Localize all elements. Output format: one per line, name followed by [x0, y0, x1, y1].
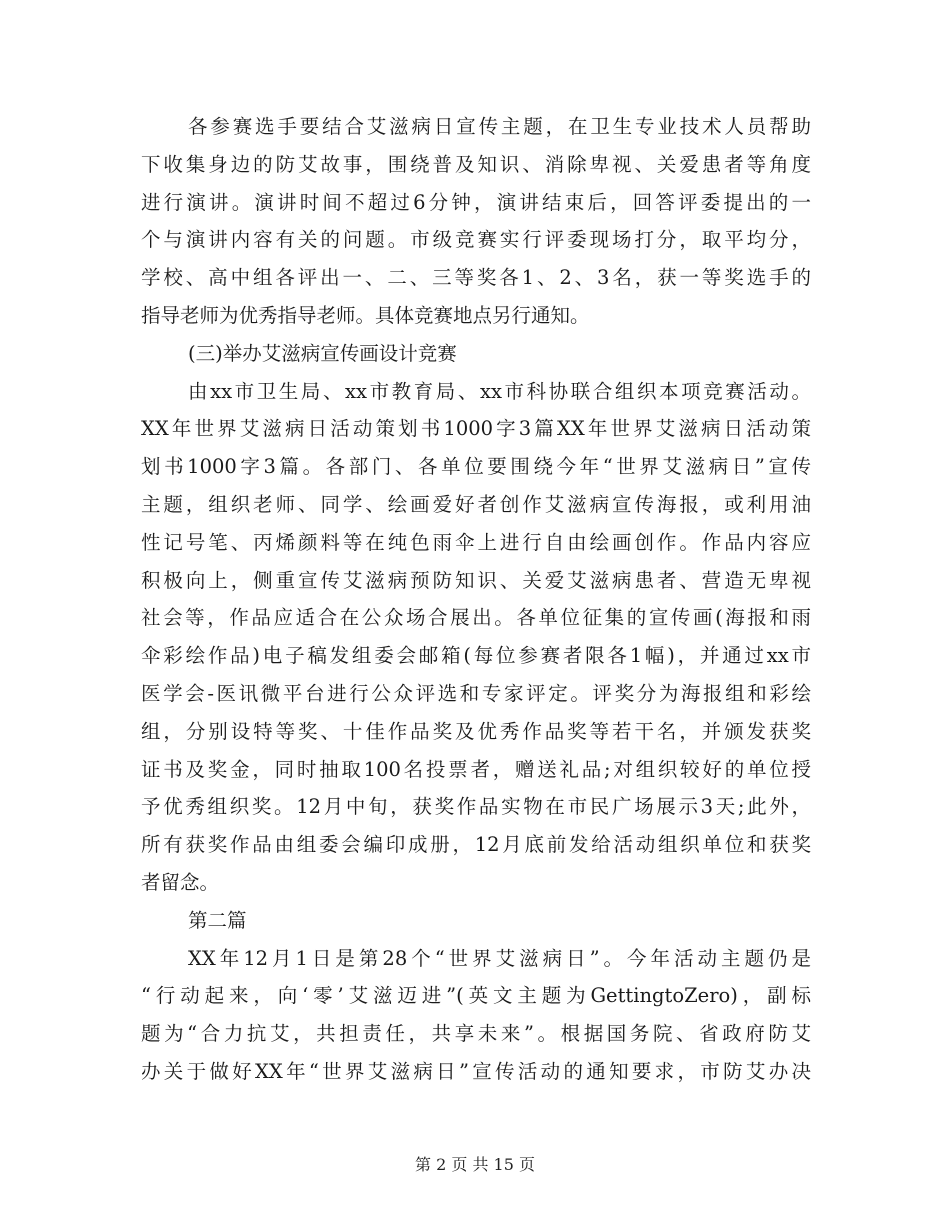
text-line: “行动起来，向‘零’艾滋迈进”(英文主题为GettingtoZero)，副标: [141, 984, 811, 1008]
text-line: 指导老师为优秀指导老师。具体竞赛地点另行通知。: [141, 303, 590, 327]
text-line: 予优秀组织奖。12月中旬，获奖作品实物在市民广场展示3天;此外，: [141, 795, 811, 819]
text-line: XX年12月1日是第28个“世界艾滋病日”。今年活动主题仍是: [188, 946, 811, 970]
page-number-footer: 第 2 页 共 15 页: [415, 1155, 535, 1174]
text-line: 伞彩绘作品)电子稿发组委会邮箱(每位参赛者限各1幅)，并通过xx市: [141, 644, 811, 668]
text-line: 医学会-医讯微平台进行公众评选和专家评定。评奖分为海报组和彩绘: [141, 681, 811, 705]
text-line: 学校、高中组各评出一、二、三等奖各1、2、3名，获一等奖选手的: [141, 266, 811, 290]
text-line: 进行演讲。演讲时间不超过6分钟，演讲结束后，回答评委提出的一: [141, 190, 811, 214]
text-line: 主题，组织老师、同学、绘画爱好者创作艾滋病宣传海报，或利用油: [141, 492, 811, 516]
text-line: 由xx市卫生局、xx市教育局、xx市科协联合组织本项竞赛活动。: [188, 379, 811, 403]
text-line: 各参赛选手要结合艾滋病日宣传主题，在卫生专业技术人员帮助: [188, 115, 811, 138]
text-line: 划书1000字3篇。各部门、各单位要围绕今年“世界艾滋病日”宣传: [141, 455, 811, 479]
text-line: 者留念。: [141, 870, 220, 894]
text-line: XX年世界艾滋病日活动策划书1000字3篇XX年世界艾滋病日活动策: [141, 417, 811, 441]
text-line: 证书及奖金，同时抽取100名投票者，赠送礼品;对组织较好的单位授: [141, 757, 811, 781]
text-line: 组，分别设特等奖、十佳作品奖及优秀作品奖等若干名，并颁发获奖: [141, 719, 811, 743]
text-line: 个与演讲内容有关的问题。市级竞赛实行评委现场打分，取平均分，: [141, 228, 811, 252]
text-line: 性记号笔、丙烯颜料等在纯色雨伞上进行自由绘画创作。作品内容应: [141, 530, 811, 554]
text-line: 下收集身边的防艾故事，围绕普及知识、消除卑视、关爱患者等角度: [141, 152, 811, 176]
text-line: 办关于做好XX年“世界艾滋病日”宣传活动的通知要求，市防艾办决: [141, 1059, 811, 1083]
document-body: [141, 108, 811, 1091]
text-line: (三)举办艾滋病宣传画设计竞赛: [188, 341, 457, 365]
text-line: 积极向上，侧重宣传艾滋病预防知识、关爱艾滋病患者、营造无卑视: [141, 568, 811, 592]
text-line: 第二篇: [188, 908, 247, 932]
text-line: 所有获奖作品由组委会编印成册，12月底前发给活动组织单位和获奖: [141, 833, 811, 857]
text-line: 社会等，作品应适合在公众场合展出。各单位征集的宣传画(海报和雨: [141, 606, 811, 630]
text-line: 题为“合力抗艾，共担责任，共享未来”。根据国务院、省政府防艾: [141, 1022, 811, 1046]
